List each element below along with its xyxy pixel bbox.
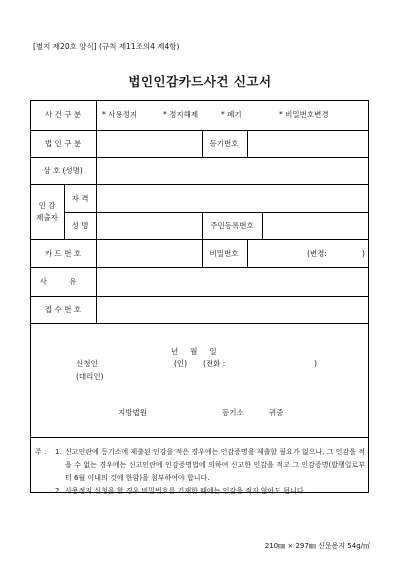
case-type-label: 사 건 구 분 [44, 110, 82, 119]
receipt-number-label: 접 수 번 호 [44, 305, 82, 314]
company-name-label: 상 호 (성명) [43, 166, 83, 175]
col-divider [247, 130, 248, 157]
change-close: ) [362, 249, 365, 258]
row-divider [30, 239, 369, 240]
note-2-text: 사용정지 신청을 할 경우 비밀번호를 기재한 때에는 인감을 적지 않아도 됩니다. [65, 487, 306, 495]
notes-prefix: 주 : [35, 448, 47, 456]
option-resume[interactable]: * 정지해제 [163, 110, 199, 119]
form-reference: [별지 제20호 양식] (규칙 제11조의4 제4항) [33, 42, 180, 51]
col-divider [96, 100, 97, 323]
row-divider [30, 157, 369, 158]
court-label: 지방법원 [118, 408, 147, 417]
date-line: 년 월 일 [171, 347, 217, 356]
row-divider [30, 296, 369, 297]
notes-block [35, 446, 365, 498]
row-divider [30, 323, 369, 324]
col-divider [202, 239, 203, 267]
corp-type-label: 법 인 구 분 [44, 139, 82, 148]
row-divider [64, 212, 369, 213]
agent-label: (대리인) [76, 372, 104, 381]
phone-label: (전화 : [203, 359, 226, 368]
card-number-label: 카 드 번 호 [44, 249, 82, 258]
form-title: 법인인감카드사건 신고서 [128, 74, 272, 89]
honorific-label: 귀중 [269, 408, 284, 417]
registry-label: 등기소 [222, 408, 244, 417]
change-label: (변경: [307, 249, 327, 258]
paper-spec-footer: 210㎜ × 297㎜ 신문용지 54g/㎡ [264, 542, 370, 550]
password-label: 비밀번호 [209, 249, 239, 258]
option-password-change[interactable]: * 비밀번호변경 [279, 110, 329, 119]
col-divider [202, 130, 203, 157]
row-divider [30, 267, 369, 268]
row-divider [30, 437, 369, 438]
seal-mark: (인) [174, 359, 188, 368]
note-1-number: 1. [55, 448, 62, 456]
reason-label: 사 유 [39, 277, 87, 286]
col-divider [202, 212, 203, 239]
phone-close: ) [314, 359, 317, 368]
option-discard[interactable]: * 폐기 [221, 110, 242, 119]
col-divider [262, 212, 263, 239]
note-1-text: 신고인란에 등기소에 제출된 인감을 적은 경우에는 인감증명을 제출할 필요가 없으나, 그 인감을 적을 수 없는 경우에는 신고인란에 인감증명법에 의하여 신고한 인감을 적고 그 인감증명(발행일로부터 6월 이내의 것에 한함)을 첨부하여야 합니다. [65, 448, 365, 482]
note-2-number: 2. [55, 487, 62, 495]
option-suspend[interactable]: * 사용정지 [102, 110, 138, 119]
submitter-label-1: 인 감 [38, 201, 56, 210]
submitter-label-2: 제출자 [36, 213, 58, 222]
reg-no-label: 등기번호 [209, 139, 239, 148]
row-divider [30, 130, 369, 131]
rrn-label: 주민등록번호 [210, 221, 254, 230]
applicant-label: 신청인 [76, 359, 98, 368]
qualification-label: 자 격 [71, 194, 89, 203]
row-divider [30, 184, 369, 185]
submitter-name-label: 성 명 [71, 221, 89, 230]
col-divider [64, 184, 65, 239]
col-divider [247, 239, 248, 267]
